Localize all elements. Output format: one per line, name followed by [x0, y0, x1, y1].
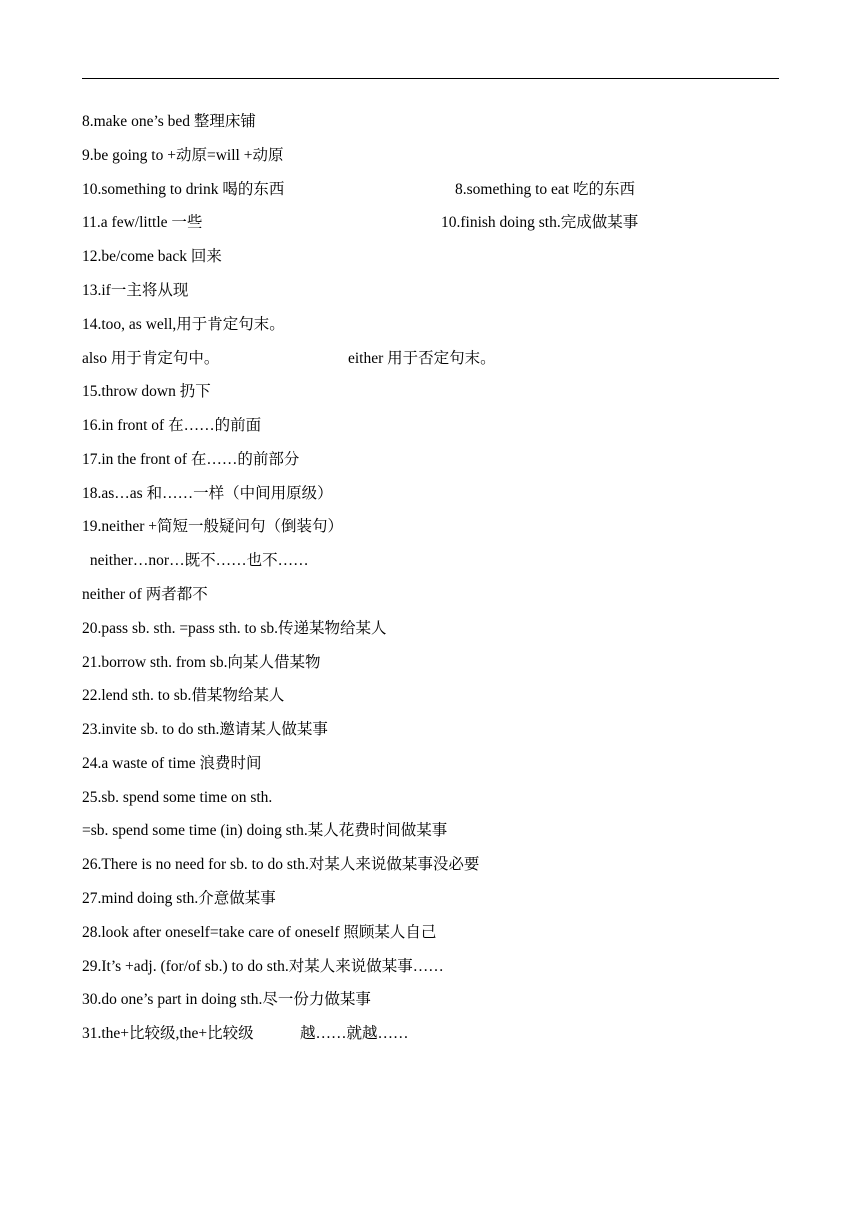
- text-line: 12.be/come back 回来: [82, 248, 222, 265]
- text-line: 20.pass sb. sth. =pass sth. to sb.传递某物给某人: [82, 620, 387, 637]
- text-line: 28.look after oneself=take care of oneself 照顾某人自己: [82, 924, 437, 941]
- text-line: 8.something to eat 吃的东西: [455, 181, 635, 198]
- text-line: also 用于肯定句中。: [82, 350, 220, 367]
- text-line: 17.in the front of 在……的前部分: [82, 451, 300, 468]
- text-line: 30.do one’s part in doing sth.尽一份力做某事: [82, 991, 371, 1008]
- text-line: 23.invite sb. to do sth.邀请某人做某事: [82, 721, 328, 738]
- text-line: 21.borrow sth. from sb.向某人借某物: [82, 654, 321, 671]
- text-line: 9.be going to +动原=will +动原: [82, 147, 284, 164]
- text-line: =sb. spend some time (in) doing sth.某人花费时间做某事: [82, 822, 448, 839]
- text-line: 11.a few/little 一些: [82, 214, 203, 231]
- text-line: 13.if一主将从现: [82, 282, 189, 299]
- text-line: 8.make one’s bed 整理床铺: [82, 113, 256, 130]
- text-line: 15.throw down 扔下: [82, 383, 211, 400]
- text-line: 27.mind doing sth.介意做某事: [82, 890, 276, 907]
- text-line: 18.as…as 和……一样（中间用原级）: [82, 485, 333, 502]
- header-rule: [82, 78, 779, 79]
- text-line: 19.neither +简短一般疑问句（倒装句）: [82, 518, 344, 535]
- text-line: 26.There is no need for sb. to do sth.对某人来说做某事没必要: [82, 856, 480, 873]
- text-line: 越……就越……: [300, 1025, 409, 1042]
- text-line: 22.lend sth. to sb.借某物给某人: [82, 687, 285, 704]
- text-line: neither…nor…既不……也不……: [86, 552, 309, 569]
- text-line: 24.a waste of time 浪费时间: [82, 755, 262, 772]
- text-line: 25.sb. spend some time on sth.: [82, 789, 273, 806]
- text-line: 10.finish doing sth.完成做某事: [441, 214, 639, 231]
- text-line: 31.the+比较级,the+比较级: [82, 1025, 254, 1042]
- text-line: 16.in front of 在……的前面: [82, 417, 262, 434]
- text-line: 14.too, as well,用于肯定句末。: [82, 316, 285, 333]
- text-line: 10.something to drink 喝的东西: [82, 181, 285, 198]
- text-line: either 用于否定句末。: [348, 350, 496, 367]
- text-line: neither of 两者都不: [82, 586, 208, 603]
- text-line: 29.It’s +adj. (for/of sb.) to do sth.对某人来说做某事……: [82, 958, 444, 975]
